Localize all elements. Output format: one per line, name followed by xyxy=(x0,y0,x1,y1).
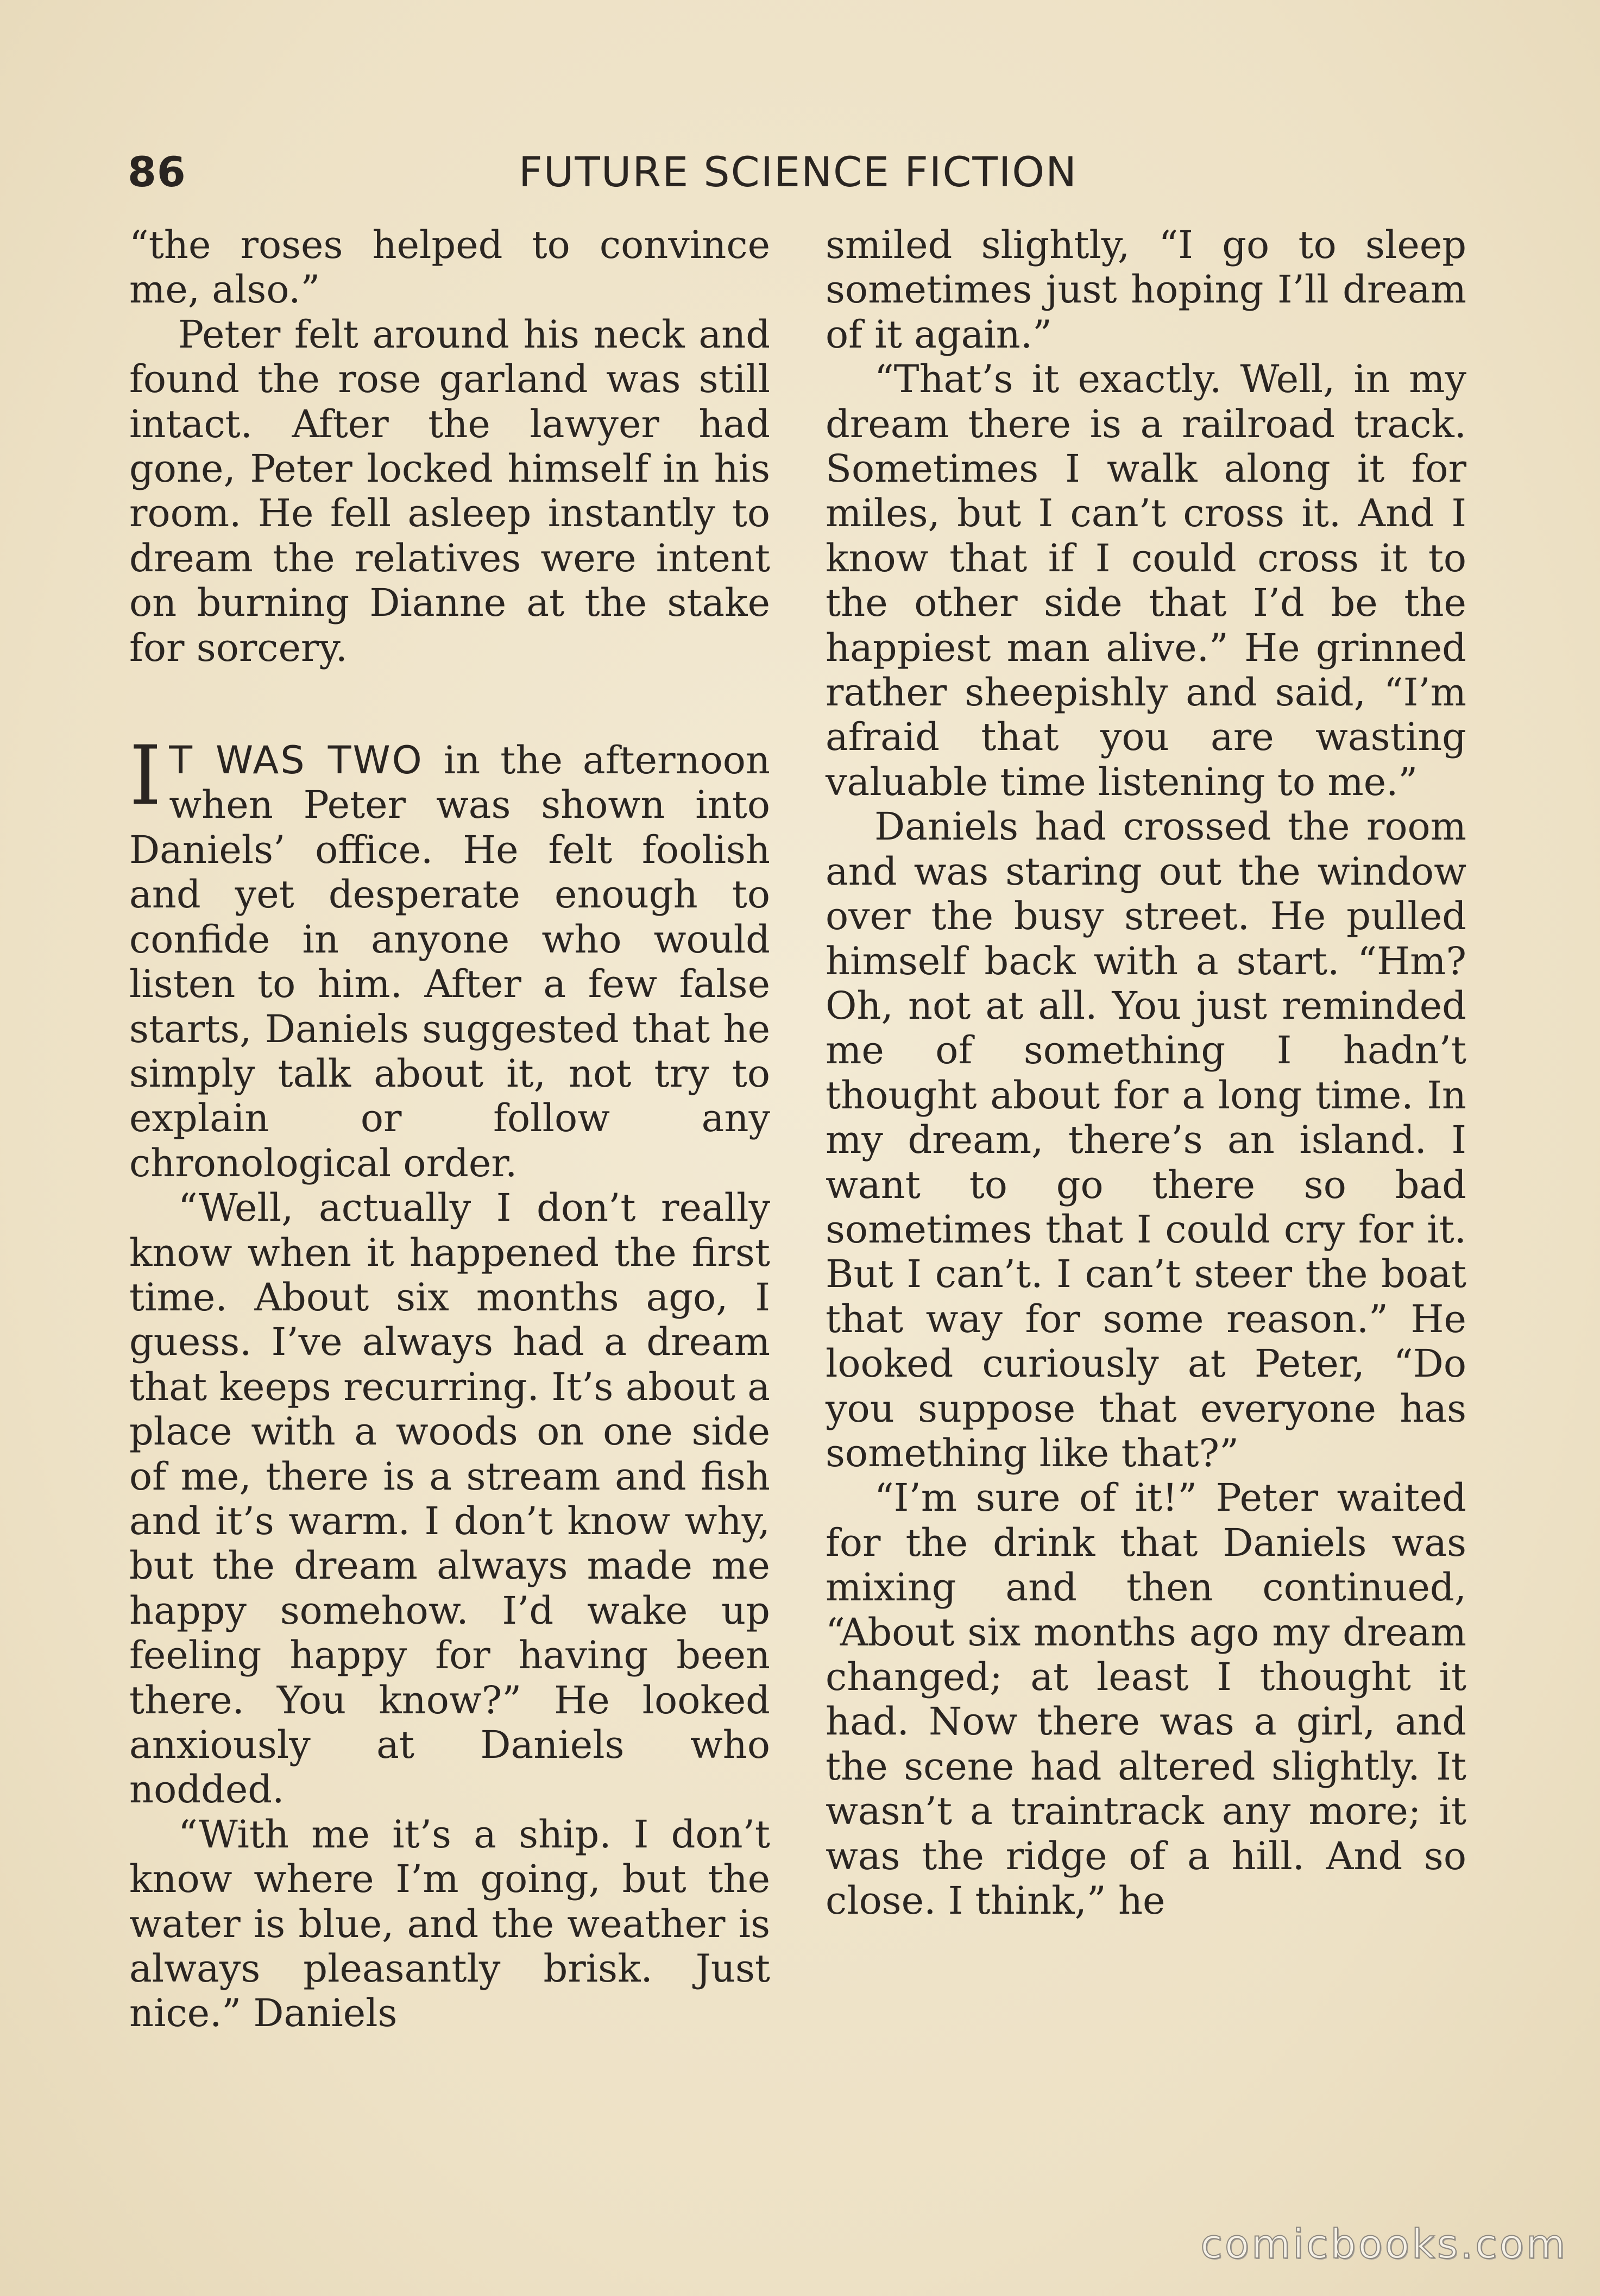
section-lead-words: T WAS TWO xyxy=(169,738,424,783)
paragraph: Peter felt around his neck and found the rose garland was still intact. After the lawyer had gone, Peter locked himself in his room. He fell asleep instantly to dream the relatives were intent on burning Dianne at the stake for sorcery. xyxy=(129,312,770,670)
section-opening-text: in the afternoon when Peter was shown into Daniels’ office. He felt foolish and yet desperate enough to confide in anyone who would listen to him. After a few false starts, Daniels suggested that he simply talk about it, not try to explain or follow any chronological order. xyxy=(129,738,770,1185)
drop-cap: I xyxy=(129,729,162,824)
paragraph: “the roses helped to convince me, also.” xyxy=(129,223,770,312)
section-break xyxy=(129,670,770,738)
page-header xyxy=(128,148,1094,202)
right-column xyxy=(826,223,1466,1923)
paragraph: “Well, actually I don’t really know when it happened the first time. About six months ago, I guess. I’ve always had a dream that keeps recurring. It’s about a place with a woods on one side of me, there is a stream and fish and it’s warm. I don’t know why, but the dream always made me happy somehow. I’d wake up feeling happy for having been there. You know?” He looked anxiously at Daniels who nodded. xyxy=(129,1185,770,1812)
watermark: comicbooks.com xyxy=(1200,2221,1567,2268)
paragraph: Daniels had crossed the room and was staring out the window over the busy street. He pulled himself back with a start. “Hm? Oh, not at all. You just reminded me of something I hadn’t thought about for a long time. In my dream, there’s an island. I want to go there so bad sometimes that I could cry for it. But I can’t. I can’t steer the boat that way for some reason.” He looked curiously at Peter, “Do you suppose that everyone has something like that?” xyxy=(826,804,1466,1475)
page-number: 86 xyxy=(128,148,186,196)
section-opening-paragraph xyxy=(129,729,770,1185)
left-column xyxy=(129,223,770,2036)
running-title: FUTURE SCIENCE FICTION xyxy=(519,148,1078,196)
paragraph: “With me it’s a ship. I don’t know where I’m going, but the water is blue, and the weather is always pleasantly brisk. Just nice.” Daniels xyxy=(129,1812,770,2036)
paragraph: “I’m sure of it!” Peter waited for the drink that Daniels was mixing and then continued, “About six months ago my dream changed; at least I thought it had. Now there was a girl, and the scene had altered slightly. It wasn’t a traintrack any more; it was the ridge of a hill. And so close. I think,” he xyxy=(826,1475,1466,1923)
paragraph: smiled slightly, “I go to sleep sometimes just hoping I’ll dream of it again.” xyxy=(826,223,1466,357)
paragraph: “That’s it exactly. Well, in my dream there is a railroad track. Sometimes I walk along it for miles, but I can’t cross it. And I know that if I could cross it to the other side that I’d be the happiest man alive.” He grinned rather sheepishly and said, “I’m afraid that you are wasting valuable time listening to me.” xyxy=(826,357,1466,804)
